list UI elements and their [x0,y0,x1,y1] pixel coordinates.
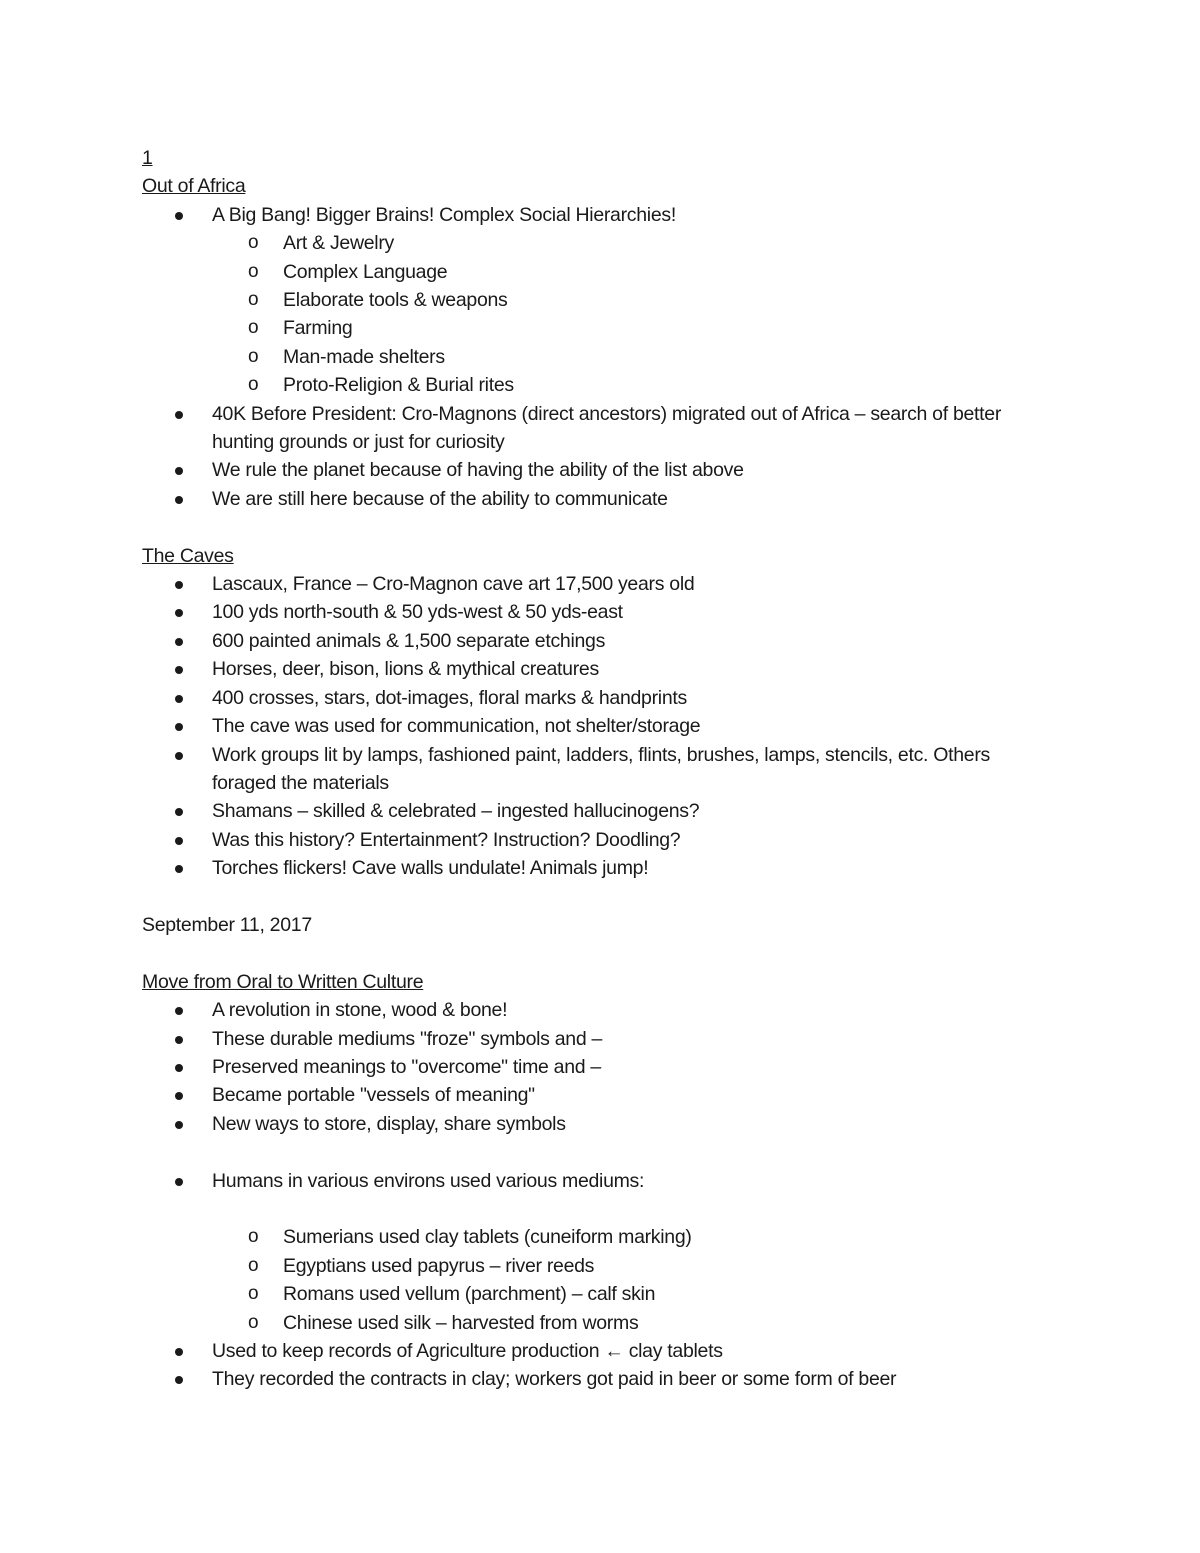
list-item-text: New ways to store, display, share symbols [212,1112,566,1135]
sub-list-item-text: Egyptians used papyrus – river reeds [283,1254,595,1277]
bullet-icon [175,1036,183,1044]
bullet-icon [175,865,183,873]
list-item [142,741,1042,798]
section-heading-oral-to-written: Move from Oral to Written Culture [142,970,424,993]
list-item [142,485,1042,513]
sub-list-item [142,258,1042,286]
circle-bullet-icon: o [248,345,259,367]
bullet-icon [175,212,183,220]
sub-list-item-text: Art & Jewelry [283,232,394,255]
list-item-text: Shamans – skilled & celebrated – ingested hallucinogens? [212,800,700,823]
circle-bullet-icon: o [248,232,259,254]
bullet-icon [175,723,183,731]
page-number: 1 [142,147,153,169]
circle-bullet-icon: o [248,317,259,339]
records-list [142,1337,1042,1394]
mediums-sublist [142,1223,1042,1337]
sub-list-item-text: Romans used vellum (parchment) – calf skin [283,1283,656,1306]
section-heading-out-of-africa: Out of Africa [142,175,246,198]
section-heading-the-caves: The Caves [142,544,234,567]
list-item [142,598,1042,626]
list-item [142,712,1042,740]
bullet-icon [175,1064,183,1072]
list-item [142,456,1042,484]
mediums-list [142,1167,1042,1195]
bullet-icon [175,467,183,475]
document-page [142,144,1042,1394]
blank-line [142,1195,1042,1223]
list-item [142,684,1042,712]
list-item [142,1053,1042,1081]
list-item [142,1110,1042,1138]
bullet-icon [175,1121,183,1129]
list-item [142,854,1042,882]
list-item [142,627,1042,655]
list-item [142,201,1042,229]
bullet-icon [175,695,183,703]
bullet-icon [175,837,183,845]
list-item-text: Became portable "vessels of meaning" [212,1084,535,1107]
out-of-africa-sublist [142,229,1042,399]
list-item-text: They recorded the contracts in clay; workers got paid in beer or some form of beer [212,1368,897,1391]
out-of-africa-more-list [142,400,1042,514]
sub-list-item-text: Proto-Religion & Burial rites [283,374,514,397]
bullet-icon [175,1092,183,1100]
bullet-icon [175,666,183,674]
bullet-icon [175,638,183,646]
out-of-africa-list [142,201,1042,229]
list-item [142,1025,1042,1053]
circle-bullet-icon: o [248,260,259,282]
sub-list-item [142,286,1042,314]
list-item-text: We are still here because of the ability to communicate [212,487,668,510]
list-item-text: 100 yds north-south & 50 yds-west & 50 yds-east [212,601,623,624]
blank-line [142,513,1042,541]
list-item-text: 400 crosses, stars, dot-images, floral marks & handprints [212,686,687,709]
circle-bullet-icon: o [248,1283,259,1305]
sub-list-item [142,343,1042,371]
list-item-text: Was this history? Entertainment? Instruction? Doodling? [212,828,681,851]
bullet-icon [175,609,183,617]
sub-list-item-text: Chinese used silk – harvested from worms [283,1311,639,1334]
bullet-icon [175,1007,183,1015]
sub-list-item-text: Complex Language [283,260,448,283]
sub-list-item [142,1252,1042,1280]
sub-list-item-text: Sumerians used clay tablets (cuneiform marking) [283,1226,692,1249]
sub-list-item-text: Farming [283,317,353,340]
list-item-text: Horses, deer, bison, lions & mythical creatures [212,658,599,681]
list-item [142,1365,1042,1393]
sub-list-item [142,229,1042,257]
list-item [142,826,1042,854]
circle-bullet-icon: o [248,374,259,396]
list-item-text: A revolution in stone, wood & bone! [212,999,508,1022]
sub-list-item [142,1280,1042,1308]
blank-line [142,883,1042,911]
list-item-text: We rule the planet because of having the ability of the list above [212,459,744,482]
list-item-text: Used to keep records of Agriculture production ← clay tablets [212,1339,723,1362]
list-item-text: Humans in various environs used various mediums: [212,1169,645,1192]
blank-line [142,1138,1042,1166]
bullet-icon [175,496,183,504]
list-item [142,570,1042,598]
sub-list-item [142,1309,1042,1337]
circle-bullet-icon: o [248,1226,259,1248]
list-item [142,1337,1042,1365]
sub-list-item [142,371,1042,399]
bullet-icon [175,752,183,760]
circle-bullet-icon: o [248,1254,259,1276]
list-item-text: 40K Before President: Cro-Magnons (direct ancestors) migrated out of Africa – search of better hunting grounds or just for curiosity [212,402,1002,454]
sub-list-item [142,314,1042,342]
bullet-icon [175,1376,183,1384]
list-item [142,1081,1042,1109]
the-caves-list [142,570,1042,882]
list-item-text: Preserved meanings to "overcome" time and – [212,1055,601,1078]
list-item-text: Work groups lit by lamps, fashioned paint, ladders, flints, brushes, lamps, stencils, etc. Others foraged the materials [212,743,990,794]
list-item-text: These durable mediums "froze" symbols and – [212,1027,603,1050]
list-item [142,996,1042,1024]
circle-bullet-icon: o [248,289,259,311]
list-item-text: A Big Bang! Bigger Brains! Complex Social Hierarchies! [212,203,676,226]
circle-bullet-icon: o [248,1311,259,1333]
oral-to-written-list [142,996,1042,1138]
list-item [142,400,1042,457]
bullet-icon [175,1178,183,1186]
list-item [142,797,1042,825]
bullet-icon [175,581,183,589]
sub-list-item-text: Man-made shelters [283,345,445,368]
sub-list-item [142,1223,1042,1251]
sub-list-item-text: Elaborate tools & weapons [283,289,508,312]
list-item-text: The cave was used for communication, not shelter/storage [212,715,701,738]
bullet-icon [175,411,183,419]
bullet-icon [175,808,183,816]
bullet-icon [175,1348,183,1356]
list-item [142,655,1042,683]
list-item-text: Torches flickers! Cave walls undulate! Animals jump! [212,857,649,880]
blank-line [142,939,1042,967]
list-item-text: Lascaux, France – Cro-Magnon cave art 17,500 years old [212,573,695,596]
list-item-text: 600 painted animals & 1,500 separate etchings [212,629,606,652]
list-item [142,1167,1042,1195]
date-line: September 11, 2017 [142,913,312,936]
